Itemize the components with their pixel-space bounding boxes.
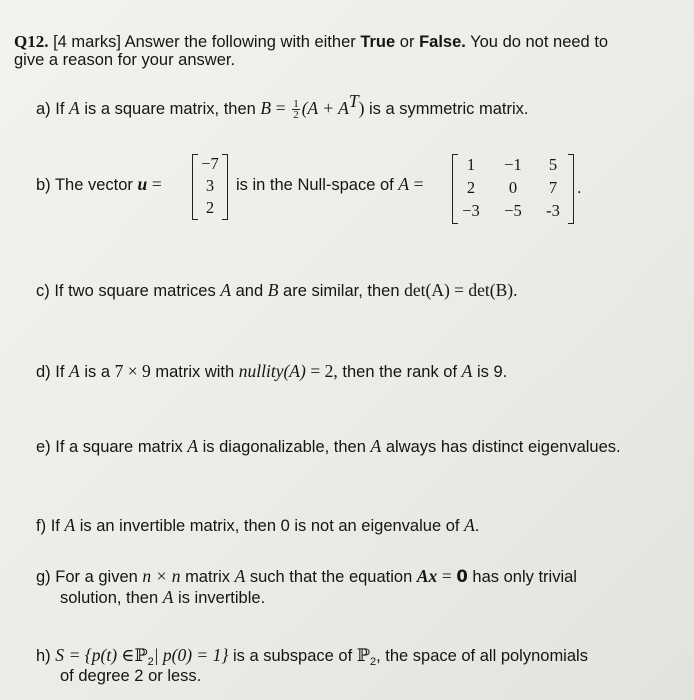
item-h-set-open: = {p(t) ∈ <box>68 645 135 665</box>
item-b-var-u: u <box>137 174 148 194</box>
item-f-var-a2: A <box>464 515 475 535</box>
item-d <box>36 361 507 382</box>
vector-u-entry: −7 <box>201 154 219 173</box>
item-b-middle <box>236 174 424 195</box>
item-d-var-a: A <box>69 361 80 381</box>
matrix-a-entry: 1 <box>466 155 476 174</box>
item-f-text2: is an invertible matrix, then 0 is not an eigenvalue of <box>79 517 460 535</box>
item-c-label: c) <box>36 282 50 300</box>
item-c-var-b: B <box>267 280 279 300</box>
item-c-text3: are similar, then <box>283 282 400 300</box>
item-g-text4: has only trivial <box>472 568 577 586</box>
item-a-expression: (A + A <box>301 98 349 118</box>
item-h-poly-space2: ℙ <box>356 645 370 665</box>
item-c <box>36 280 517 301</box>
vector-u <box>192 154 228 220</box>
item-d-text2: is a <box>84 363 111 381</box>
item-b-text1: The vector <box>54 176 133 194</box>
item-b-left <box>36 174 162 195</box>
item-b-var-a: A <box>398 174 410 194</box>
item-g-line2 <box>60 587 265 608</box>
item-d-equals: = 2, <box>310 361 338 381</box>
vector-u-entry: 2 <box>205 198 215 217</box>
item-h-label: h) <box>36 647 51 665</box>
item-h-text2: , the space of all polynomials <box>376 647 588 665</box>
word-or: or <box>399 33 415 51</box>
item-d-label: d) <box>36 363 51 381</box>
instruction-text-a: Answer the following with either <box>124 33 356 51</box>
question-marks: [4 marks] <box>53 33 121 51</box>
item-b-equals2: = <box>413 174 424 194</box>
item-h-poly-space: ℙ <box>134 645 148 665</box>
item-a-expression-close: ) <box>358 98 365 118</box>
item-e <box>36 436 621 457</box>
item-a-text3: is a symmetric matrix. <box>368 100 529 118</box>
item-g-dimensions: n × n <box>142 566 181 586</box>
item-e-label: e) <box>36 438 51 456</box>
item-g-var-a: A <box>234 566 246 586</box>
instruction-text-b: You do not need to <box>470 33 609 51</box>
item-f-period: . <box>474 517 480 535</box>
item-d-nullity: nullity(A) <box>238 361 306 381</box>
question-header-line2 <box>14 50 235 70</box>
item-f-var-a: A <box>64 515 76 535</box>
item-a-fraction <box>292 99 300 120</box>
matrix-a-entry: −5 <box>504 201 522 220</box>
matrix-a-entry: −1 <box>504 155 522 174</box>
item-b-label: b) <box>36 176 51 194</box>
item-a-text1: If <box>55 100 65 118</box>
item-e-var-a: A <box>187 436 199 456</box>
item-c-text1: If two square matrices <box>54 282 216 300</box>
item-c-var-a: A <box>220 280 232 300</box>
item-h-line2 <box>60 666 201 686</box>
item-b-text2: is in the Null-space of <box>236 176 394 194</box>
item-d-dimensions: 7 × 9 <box>114 361 151 381</box>
item-f <box>36 515 479 536</box>
matrix-a-entry: 7 <box>548 178 558 197</box>
item-f-label: f) <box>36 517 47 535</box>
matrix-a <box>452 154 574 224</box>
item-h-text1: is a subspace of <box>232 647 353 665</box>
matrix-a-bracket-right <box>568 154 574 224</box>
item-g-ax: Ax <box>416 566 438 586</box>
item-a-label: a) <box>36 100 51 118</box>
question-number: Q12. <box>14 32 49 51</box>
item-a-var-a: A <box>69 98 80 118</box>
item-d-text5: is 9. <box>476 363 508 381</box>
item-a-transpose: T <box>348 91 359 111</box>
item-a <box>36 91 529 122</box>
item-g-text6: is invertible. <box>178 589 266 607</box>
fraction-numerator: 1 <box>293 98 299 111</box>
matrix-a-entry: −3 <box>462 201 480 220</box>
item-g-text3: such that the equation <box>249 568 413 586</box>
item-a-equals: = <box>275 98 286 118</box>
item-g-label: g) <box>36 568 51 586</box>
item-e-text1: If a square matrix <box>55 438 183 456</box>
vector-u-entry: 3 <box>205 176 215 195</box>
word-false: False. <box>419 33 466 51</box>
item-e-var-a2: A <box>370 436 382 456</box>
question-header-line1 <box>14 32 608 52</box>
item-h-poly-degree2: 2 <box>369 656 377 668</box>
item-d-text4: then the rank of <box>342 363 458 381</box>
item-c-determinant: det(A) = det(B). <box>404 280 518 300</box>
matrix-a-entry: 0 <box>508 178 518 197</box>
item-g-var-a2: A <box>162 587 174 607</box>
item-f-text1: If <box>50 517 60 535</box>
item-b-period: . <box>577 179 582 197</box>
item-d-text1: If <box>55 363 65 381</box>
item-g-zero-vector: 0 <box>456 567 468 586</box>
matrix-a-entry: 2 <box>466 178 476 197</box>
item-h-text3: of degree 2 or less. <box>60 667 202 685</box>
item-d-var-a2: A <box>461 361 473 381</box>
item-e-text3: always has distinct eigenvalues. <box>385 438 621 456</box>
item-e-text2: is diagonalizable, then <box>202 438 366 456</box>
item-d-text3: matrix with <box>155 363 235 381</box>
item-h-var-s: S <box>55 645 65 665</box>
item-g-line1 <box>36 566 577 587</box>
word-true: True <box>360 33 396 51</box>
fraction-denominator: 2 <box>293 109 299 122</box>
instruction-text-c: give a reason for your answer. <box>14 51 236 69</box>
matrix-a-entry: 5 <box>548 155 558 174</box>
item-b-equals: = <box>151 174 162 194</box>
item-a-text2: is a square matrix, then <box>84 100 256 118</box>
item-h-poly-degree: 2 <box>147 656 154 668</box>
item-a-var-b: B <box>260 98 272 118</box>
item-g-equals: = <box>441 566 452 586</box>
item-c-text2: and <box>235 282 264 300</box>
matrix-a-entry: -3 <box>546 201 560 220</box>
item-h-line1 <box>36 645 588 666</box>
item-g-text1: For a given <box>55 568 138 586</box>
item-h-set-close: | p(0) = 1} <box>153 645 229 665</box>
item-g-text5: solution, then <box>60 589 159 607</box>
item-g-text2: matrix <box>185 568 230 586</box>
